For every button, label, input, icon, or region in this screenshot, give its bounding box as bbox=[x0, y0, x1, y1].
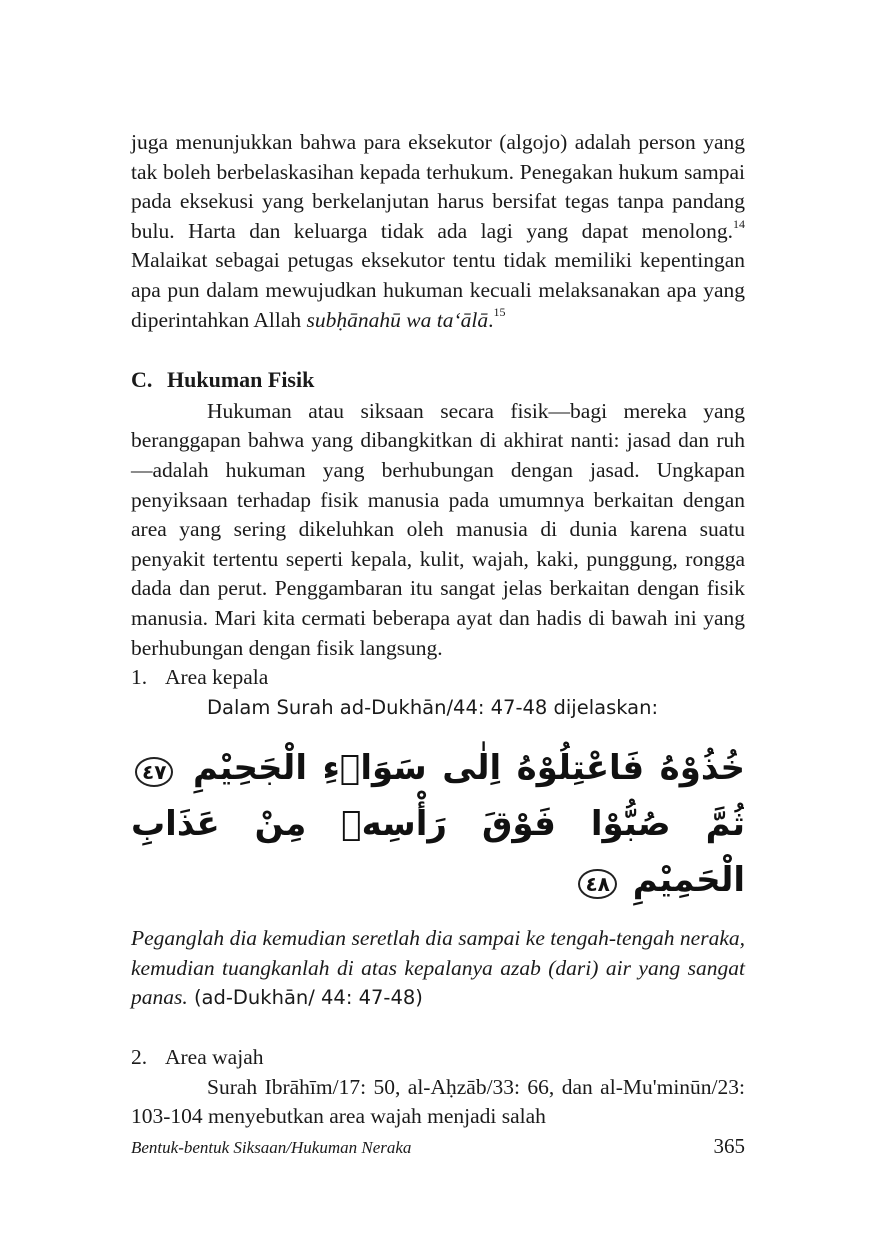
page-number: 365 bbox=[713, 1134, 745, 1158]
paragraph-face-area: Surah Ibrāhīm/17: 50, al-Aḥzāb/33: 66, dan al-Mu'minūn/23: 103-104 menyebutkan area wajah menjadi salah bbox=[131, 1074, 745, 1129]
list-item-head-area: 1. Area kepala bbox=[131, 665, 269, 690]
section-heading: C. Hukuman Fisik bbox=[131, 367, 315, 393]
verse-translation: Peganglah dia kemudian seretlah dia sampai ke tengah-tengah neraka, kemudian tuangkanlah di atas kepalanya azab (dari) air yang sangat panas. (ad-Dukhān/ 44: 47-48) bbox=[131, 926, 745, 1010]
paragraph-intro: juga menunjukkan bahwa para eksekutor (algojo) adalah person yang tak boleh berbelaskasihan kepada terhukum. Penegakan hukum sampai pada eksekusi yang berkelanjutan harus bersifat tegas tanpa pandang bulu. Harta dan keluarga tidak ada lagi yang dapat menolong.$^{14}$ Malaikat sebagai petugas eksekutor tentu tidak memiliki kepentingan apa pun dalam mewujudkan hukuman kecuali melaksanakan apa yang diperintahkan Allah subḥānahū wa ta‘ālā.$^{15}$ bbox=[131, 130, 745, 332]
footnote-ref-15[interactable]: 15 bbox=[493, 305, 506, 320]
ayah-marker-48: ٤٨ bbox=[578, 869, 616, 899]
ayah-marker-47: ٤٧ bbox=[135, 757, 173, 787]
list-item-face-area: 2. Area wajah bbox=[131, 1045, 264, 1070]
page-body bbox=[131, 128, 745, 1132]
surah-intro: Dalam Surah ad-Dukhān/44: 47-48 dijelaskan: bbox=[207, 695, 659, 719]
arabic-verse: خُذُوْهُ فَاعْتِلُوْهُ اِلٰى سَوَاۤءِ الْجَحِيْمِ ٤٧ ثُمَّ صُبُّوْا فَوْقَ رَأْسِهٖ مِنْ عَذَابِ الْحَمِيْمِ ٤٨ bbox=[131, 748, 746, 901]
paragraph-physical-punishment: Hukuman atau siksaan secara fisik—bagi mereka yang beranggapan bahwa yang dibangkitkan di akhirat nanti: jasad dan ruh—adalah hukuman yang berhubungan dengan jasad. Ungkapan penyiksaan terhadap fisik manusia pada umumnya berkaitan dengan area yang sering dikeluhkan oleh manusia di dunia karena suatu penyakit tertentu seperti kepala, kulit, wajah, kaki, punggung, rongga dada dan perut. Penggambaran itu sangat jelas berkaitan dengan fisik manusia. Mari kita cermati beberapa ayat dan hadis di bawah ini yang berhubungan dengan fisik langsung. bbox=[131, 398, 745, 660]
page-footer bbox=[131, 1134, 745, 1158]
running-title: Bentuk-bentuk Siksaan/Hukuman Neraka bbox=[131, 1138, 412, 1157]
footnote-ref-14[interactable]: 14 bbox=[733, 216, 745, 231]
